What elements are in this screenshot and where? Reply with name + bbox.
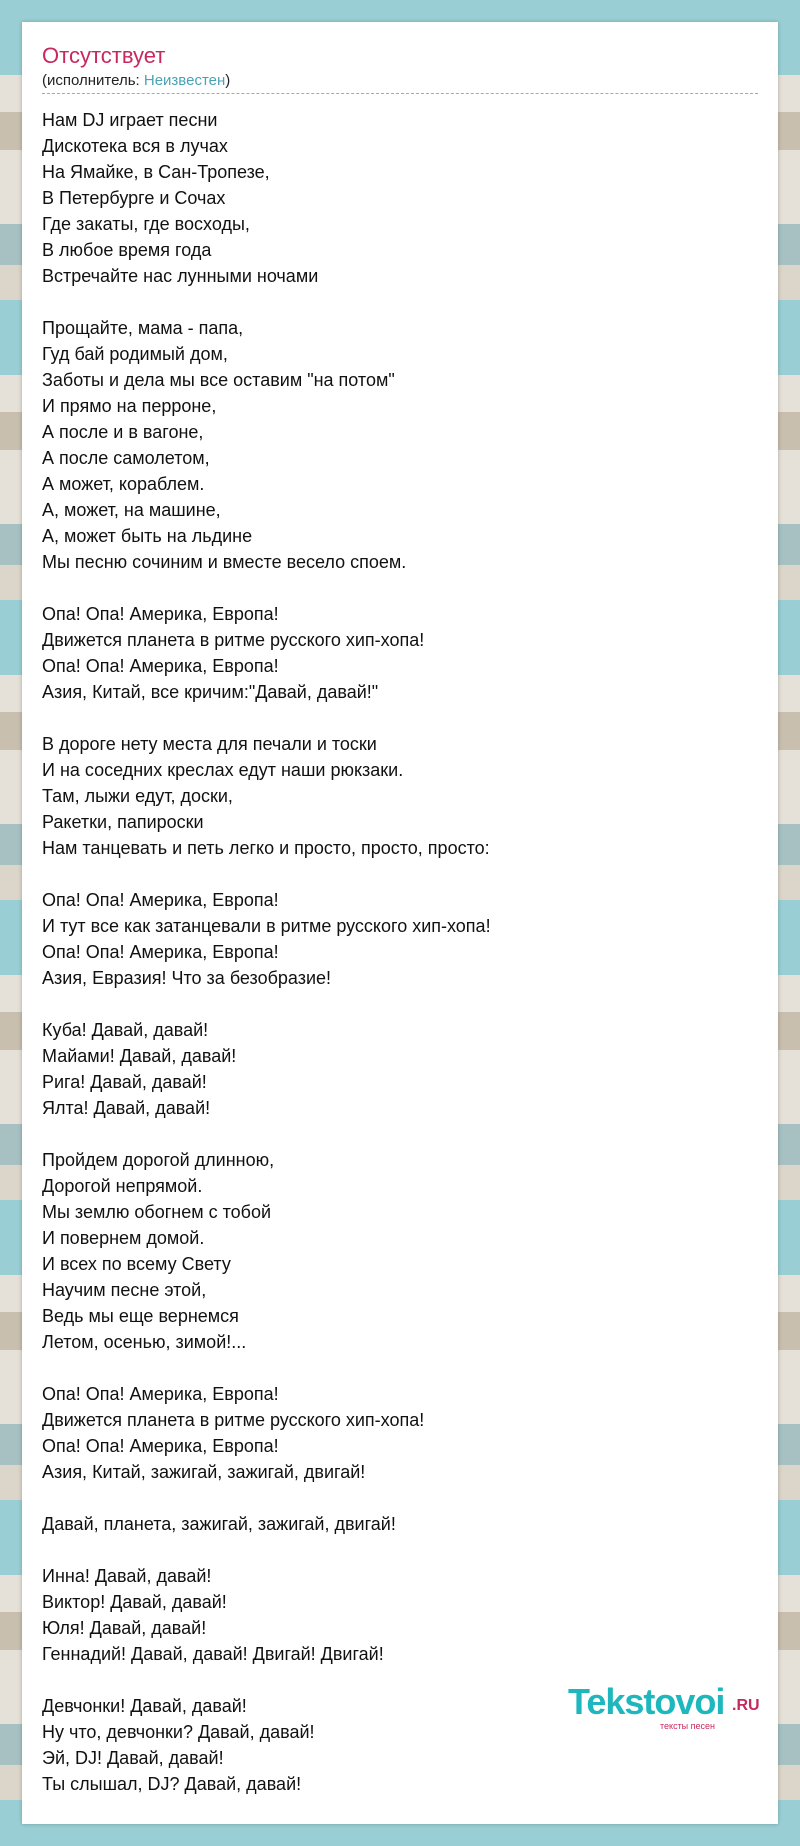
lyrics-stanza xyxy=(42,315,758,575)
lyrics-line: А может, кораблем. xyxy=(42,474,205,494)
lyrics-stanza xyxy=(42,731,758,861)
lyrics-stanza xyxy=(42,107,758,289)
lyrics-line: Ты слышал, DJ? Давай, давай! xyxy=(42,1774,302,1794)
lyrics-line: Давай, планета, зажигай, зажигай, двигай! xyxy=(42,1514,396,1534)
lyrics-line: А после и в вагоне, xyxy=(42,422,204,442)
lyrics-line: Прощайте, мама - папа, xyxy=(42,318,244,338)
lyrics-stanza xyxy=(42,1511,758,1537)
lyrics-line: Гуд бай родимый дом, xyxy=(42,344,228,364)
lyrics-line: На Ямайке, в Сан-Тропезе, xyxy=(42,162,270,182)
lyrics-line: Куба! Давай, давай! xyxy=(42,1020,209,1040)
artist-link[interactable]: Неизвестен xyxy=(143,72,226,89)
lyrics-line: Ведь мы еще вернемся xyxy=(42,1306,239,1326)
lyrics-stanza xyxy=(42,1147,758,1355)
lyrics-line: Встречайте нас лунными ночами xyxy=(42,266,319,286)
lyrics-line: Опа! Опа! Америка, Европа! xyxy=(42,890,279,910)
logo-tagline: тексты песен xyxy=(660,1721,716,1731)
lyrics-line: Дорогой непрямой. xyxy=(42,1176,203,1196)
lyrics-stanza xyxy=(42,1017,758,1121)
lyrics-line: Ялта! Давай, давай! xyxy=(42,1098,211,1118)
lyrics-line: И повернем домой. xyxy=(42,1228,205,1248)
lyrics-card xyxy=(22,22,778,1824)
lyrics-line: Рига! Давай, давай! xyxy=(42,1072,207,1092)
lyrics-line: В Петербурге и Сочах xyxy=(42,188,226,208)
lyrics-line: Ракетки, папироски xyxy=(42,812,204,832)
lyrics-line: Геннадий! Давай, давай! Двигай! Двигай! xyxy=(42,1644,384,1664)
lyrics-line: А после самолетом, xyxy=(42,448,210,468)
lyrics-line: И тут все как затанцевали в ритме русского хип-хопа! xyxy=(42,916,491,936)
lyrics-stanza xyxy=(42,1381,758,1485)
lyrics-line: Нам DJ играет песни xyxy=(42,110,218,130)
lyrics-line: И прямо на перроне, xyxy=(42,396,217,416)
lyrics-body xyxy=(42,107,758,1797)
lyrics-line: Опа! Опа! Америка, Европа! xyxy=(42,656,279,676)
lyrics-line: Научим песне этой, xyxy=(42,1280,207,1300)
lyrics-line: А, может, на машине, xyxy=(42,500,221,520)
lyrics-line: Инна! Давай, давай! xyxy=(42,1566,212,1586)
lyrics-line: Эй, DJ! Давай, давай! xyxy=(42,1748,224,1768)
artist-suffix: ) xyxy=(225,72,231,89)
lyrics-line: Юля! Давай, давай! xyxy=(42,1618,207,1638)
lyrics-stanza xyxy=(42,601,758,705)
lyrics-line: Майами! Давай, давай! xyxy=(42,1046,237,1066)
lyrics-line: Дискотека вся в лучах xyxy=(42,136,228,156)
lyrics-line: Опа! Опа! Америка, Европа! xyxy=(42,604,279,624)
lyrics-line: Летом, осенью, зимой!... xyxy=(42,1332,247,1352)
lyrics-line: Пройдем дорогой длинною, xyxy=(42,1150,275,1170)
lyrics-line: Нам танцевать и петь легко и просто, просто, просто: xyxy=(42,838,490,858)
lyrics-line: Движется планета в ритме русского хип-хопа! xyxy=(42,1410,425,1430)
lyrics-line: В любое время года xyxy=(42,240,212,260)
lyrics-line: В дороге нету места для печали и тоски xyxy=(42,734,377,754)
song-title: Отсутствует xyxy=(42,43,166,68)
lyrics-line: Мы песню сочиним и вместе весело споем. xyxy=(42,552,407,572)
lyrics-line: Азия, Евразия! Что за безобразие! xyxy=(42,968,332,988)
lyrics-line: Там, лыжи едут, доски, xyxy=(42,786,233,806)
lyrics-line: Заботы и дела мы все оставим "на потом" xyxy=(42,370,395,390)
lyrics-line: Виктор! Давай, давай! xyxy=(42,1592,227,1612)
lyrics-line: Девчонки! Давай, давай! xyxy=(42,1696,247,1716)
lyrics-stanza xyxy=(42,1563,758,1667)
site-logo[interactable] xyxy=(568,1682,764,1740)
artist-prefix: (исполнитель: xyxy=(42,72,144,89)
lyrics-stanza xyxy=(42,887,758,991)
lyrics-line: Опа! Опа! Америка, Европа! xyxy=(42,942,279,962)
lyrics-line: Азия, Китай, все кричим:"Давай, давай!" xyxy=(42,682,379,702)
lyrics-line: Мы землю обогнем с тобой xyxy=(42,1202,272,1222)
lyrics-line: Где закаты, где восходы, xyxy=(42,214,250,234)
artist-line xyxy=(42,72,758,94)
logo-domain: .RU xyxy=(732,1697,760,1714)
lyrics-line: А, может быть на льдине xyxy=(42,526,253,546)
lyrics-line: Опа! Опа! Америка, Европа! xyxy=(42,1384,279,1404)
lyrics-line: Опа! Опа! Америка, Европа! xyxy=(42,1436,279,1456)
lyrics-line: Ну что, девчонки? Давай, давай! xyxy=(42,1722,315,1742)
lyrics-line: И на соседних креслах едут наши рюкзаки. xyxy=(42,760,404,780)
lyrics-line: Азия, Китай, зажигай, зажигай, двигай! xyxy=(42,1462,366,1482)
lyrics-line: Движется планета в ритме русского хип-хопа! xyxy=(42,630,425,650)
lyrics-line: И всех по всему Свету xyxy=(42,1254,231,1274)
logo-wordmark: Tekstovoi xyxy=(568,1681,725,1722)
